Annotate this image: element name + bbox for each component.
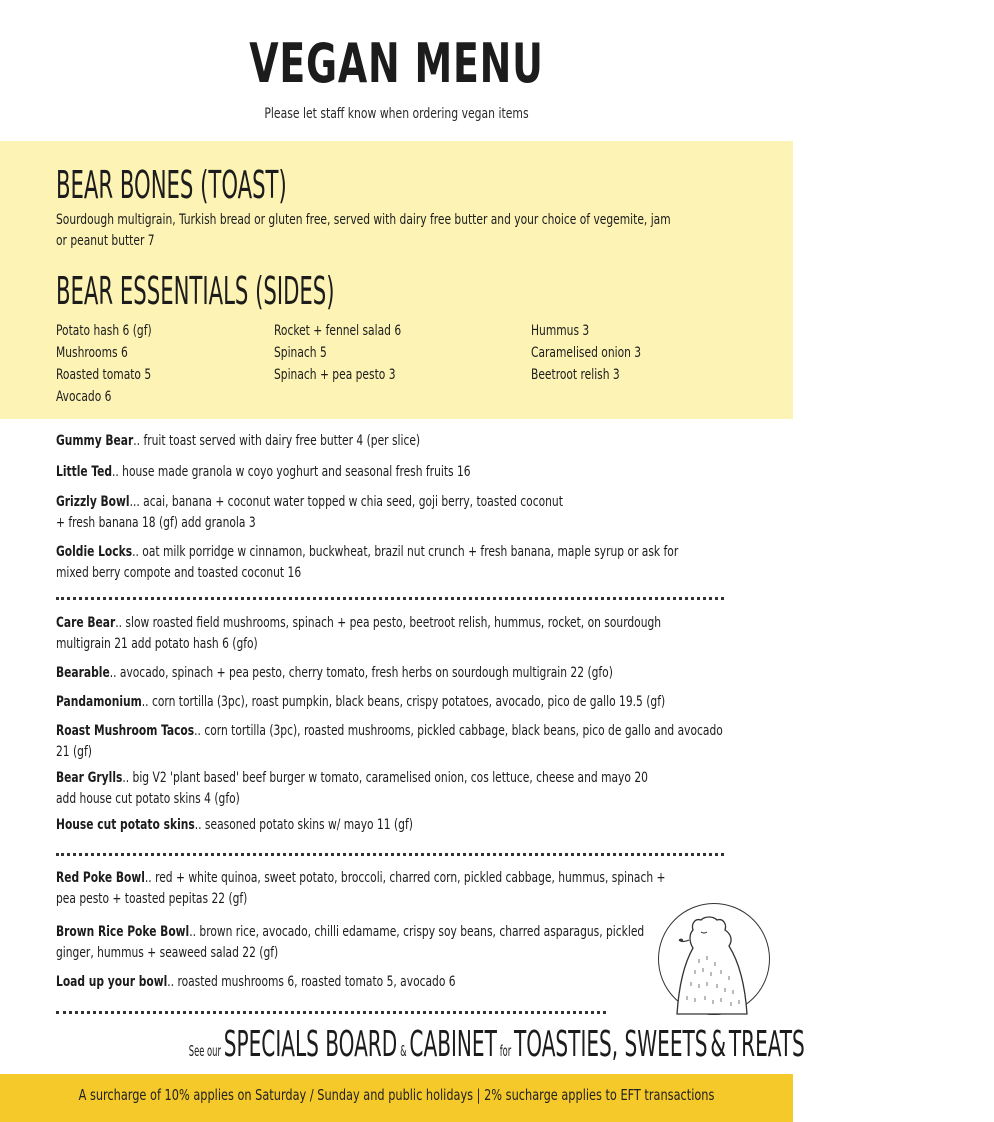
bear-icon <box>659 904 769 1014</box>
page-title: VEGAN MENU <box>249 32 544 95</box>
side-item: Avocado 6 <box>56 389 112 405</box>
menu-item-desc: .. avocado, spinach + pea pesto, cherry tomato, fresh herbs on sourdough multigrain 22 (gfo) <box>109 665 613 681</box>
menu-item-desc: .. fruit toast served with dairy free butter 4 (per slice) <box>133 433 421 449</box>
sides-column-2 <box>274 320 429 386</box>
menu-item-desc: .. seasoned potato skins w/ mayo 11 (gf) <box>194 817 413 833</box>
menu-item-name: Gummy Bear <box>56 433 134 449</box>
specials-text: & <box>710 1024 727 1065</box>
dotted-divider <box>56 1011 606 1014</box>
menu-item-desc-cont: pea pesto + toasted pepitas 22 (gf) <box>56 891 248 907</box>
side-item: Mushrooms 6 <box>56 345 128 361</box>
bear-illustration <box>658 903 770 1015</box>
menu-item-goldie-locks <box>56 542 761 584</box>
dotted-divider <box>56 853 724 856</box>
menu-item-desc: ... acai, banana + coconut water topped w chia seed, goji berry, toasted coconut <box>129 494 563 510</box>
menu-item-name: Roast Mushroom Tacos <box>56 723 195 739</box>
menu-item-desc-cont: ginger, hummus + seaweed salad 22 (gf) <box>56 945 279 961</box>
specials-text: SPECIALS BOARD <box>223 1024 398 1065</box>
menu-item-name: Bearable <box>56 665 110 681</box>
menu-item-bear-grylls <box>56 768 761 810</box>
specials-text: & <box>400 1042 407 1060</box>
menu-item-desc: .. house made granola w coyo yoghurt and seasonal fresh fruits 16 <box>111 464 471 480</box>
menu-item-desc: .. roasted mushrooms 6, roasted tomato 5, avocado 6 <box>167 974 456 990</box>
sides-column-3 <box>531 320 665 386</box>
menu-item-name: Red Poke Bowl <box>56 870 145 886</box>
menu-item-desc: .. red + white quinoa, sweet potato, broccoli, charred corn, pickled cabbage, hummus, spinach + <box>144 870 666 886</box>
menu-item-little-ted <box>56 462 761 483</box>
menu-item-name: Bear Grylls <box>56 770 123 786</box>
menu-item-desc-cont: mixed berry compote and toasted coconut 16 <box>56 565 302 581</box>
side-item: Beetroot relish 3 <box>531 367 620 383</box>
specials-text: See our <box>188 1042 221 1060</box>
menu-item-desc: .. slow roasted field mushrooms, spinach + pea pesto, beetroot relish, hummus, rocket, on sourdough <box>115 615 662 631</box>
menu-item-desc-cont: multigrain 21 add potato hash 6 (gfo) <box>56 636 258 652</box>
specials-banner <box>0 1024 805 1065</box>
toast-description <box>56 210 745 252</box>
menu-item-brown-rice-poke-bowl <box>56 922 679 964</box>
specials-text: CABINET <box>409 1024 497 1065</box>
toast-description-line: or peanut butter 7 <box>56 233 155 249</box>
toast-section-heading: BEAR BONES (TOAST) <box>56 163 287 207</box>
menu-item-name: Load up your bowl <box>56 974 168 990</box>
specials-text: for <box>499 1042 512 1060</box>
specials-text: TOASTIES, SWEETS <box>514 1024 708 1065</box>
menu-item-load-up-your-bowl <box>56 972 679 993</box>
menu-item-house-cut-potato-skins <box>56 815 761 836</box>
page-subtitle: Please let staff know when ordering vegan items <box>264 106 529 122</box>
menu-item-name: Care Bear <box>56 615 116 631</box>
menu-item-name: Little Ted <box>56 464 112 480</box>
menu-item-name: Pandamonium <box>56 694 142 710</box>
menu-item-desc-cont: add house cut potato skins 4 (gfo) <box>56 791 240 807</box>
menu-item-desc: .. corn tortilla (3pc), roast pumpkin, black beans, crispy potatoes, avocado, pico de gallo 19.5 (gf) <box>141 694 666 710</box>
menu-item-bearable <box>56 663 761 684</box>
toast-description-line: Sourdough multigrain, Turkish bread or gluten free, served with dairy free butter and your choice of vegemite, jam <box>56 212 671 228</box>
sides-section-heading: BEAR ESSENTIALS (SIDES) <box>56 269 335 313</box>
side-item: Potato hash 6 (gf) <box>56 323 152 339</box>
menu-item-name: House cut potato skins <box>56 817 195 833</box>
dotted-divider <box>56 597 724 600</box>
menu-item-name: Goldie Locks <box>56 544 133 560</box>
menu-item-desc: .. oat milk porridge w cinnamon, buckwheat, brazil nut crunch + fresh banana, maple syrup or ask for <box>132 544 679 560</box>
side-item: Rocket + fennel salad 6 <box>274 323 402 339</box>
menu-item-red-poke-bowl <box>56 868 728 910</box>
menu-item-care-bear <box>56 613 761 655</box>
menu-item-desc: .. brown rice, avocado, chilli edamame, crispy soy beans, charred asparagus, pickled <box>189 924 645 940</box>
side-item: Caramelised onion 3 <box>531 345 642 361</box>
side-item: Spinach + pea pesto 3 <box>274 367 396 383</box>
menu-item-roast-mushroom-tacos <box>56 721 761 763</box>
menu-item-desc-cont: + fresh banana 18 (gf) add granola 3 <box>56 515 256 531</box>
side-item: Spinach 5 <box>274 345 327 361</box>
menu-item-gummy-bear <box>56 431 761 452</box>
menu-item-desc: .. corn tortilla (3pc), roasted mushrooms, pickled cabbage, black beans, pico de gallo and avocado <box>194 723 723 739</box>
side-item: Roasted tomato 5 <box>56 367 152 383</box>
side-item: Hummus 3 <box>531 323 590 339</box>
sides-column-1 <box>56 320 173 408</box>
menu-item-name: Brown Rice Poke Bowl <box>56 924 190 940</box>
footer-surcharge-note: A surcharge of 10% applies on Saturday / Sunday and public holidays | 2% sucharge applies to EFT transactions <box>78 1086 715 1104</box>
menu-item-name: Grizzly Bowl <box>56 494 130 510</box>
menu-item-grizzly-bowl <box>56 492 761 534</box>
menu-item-desc: .. big V2 'plant based' beef burger w tomato, caramelised onion, cos lettuce, cheese and mayo 20 <box>122 770 648 786</box>
specials-text: TREATS <box>728 1024 805 1065</box>
menu-item-desc-cont: 21 (gf) <box>56 744 92 760</box>
menu-item-pandamonium <box>56 692 761 713</box>
